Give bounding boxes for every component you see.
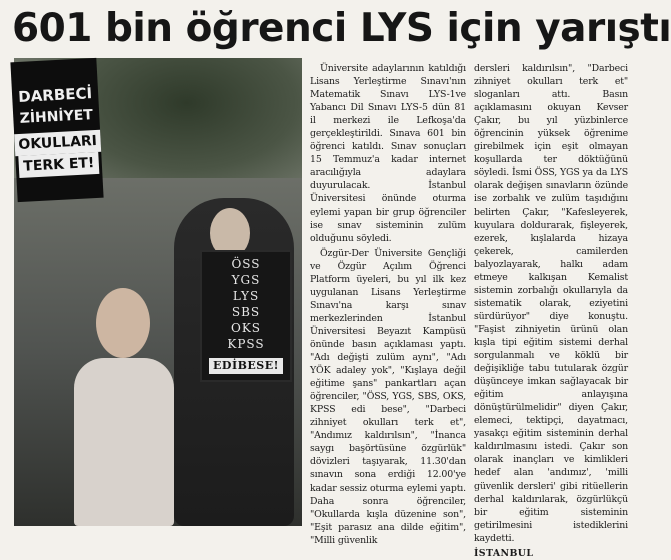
article-column-1 [310,62,466,549]
sign-left-line3: OKULLARI [14,130,102,156]
article-column-2 [474,62,628,560]
protest-sign-left [10,58,103,202]
sign-right-acronym: YGS [231,273,261,287]
sign-right-acronym: SBS [231,305,261,319]
sign-left-line1: DARBECİ [17,84,93,106]
photo-child-figure [74,358,174,526]
sign-right-acronym: LYS [232,289,260,303]
sign-right-acronym: ÖSS [231,257,261,271]
sign-right-acronym: KPSS [227,337,265,351]
photo-child-face [96,288,150,358]
paragraph: Özgür-Der Üniversite Gençliği ve Özgür Açılım Öğrenci Platform üyeleri, bu yıl ilk kez uygulanan Lisans Yerleştirme Sınavı'na karşı sınav merkezlerinden İstanbul Üniversitesi Beyazıt Kampüsü önünde basın açıklaması yaptı. "Adı değişti zulüm aynı", "Adı YÖK adaley yok", "Kışlaya değil eğitime şans" pankartları açan öğrenciler, "ÖSS, YGS, SBS, OKS, KPSS edi bese", "Darbeci zihniyet okulları terk et", "Andımız kaldırılsın", "İnanca saygı başörtüsüne özgürlük" dövizleri taşıyarak, 11.30'dan sınavın sona erdiği 12.00'ye kadar sessiz oturma eylemi yaptı. Daha sonra öğrenciler, "Okullarda kışla düzenine son", "Eşit parasız ana dilde eğitim", "Milli güvenlik [310,247,466,546]
article-byline: İSTANBUL [474,547,534,559]
sign-right-acronym: OKS [230,321,262,335]
paragraph: Üniversite adaylarının katıldığı Lisans Yerleştirme Sınavı'nın Matematik Sınavı LYS-1ve Yabancı Dil Sınavı LYS-5 dün 81 il merkezi ile Lefkoşa'da gerçekleştirildi. Sınava 601 bin öğrenci katıldı. Sınav sonuçları 15 Temmuz'a kadar internet aracılığıyla adaylara duyurulacak. İstanbul Üniversitesi önünde oturma eylemi yapan bir grup öğrenciler ise sınav sisteminin zulüm olduğunu söyledi. [310,63,466,244]
paragraph: dersleri kaldırılsın", "Darbeci zihniyet okulları terk et" sloganları attı. Basın açıklamasını okuyan Kevser Çakır, bu yıl yüzbinlerce öğrencinin yüksek öğrenime girebilmek için eşit olmayan koşullarda ter döktüğünü söyledi. İsmi ÖSS, YGS ya da LYS olarak değişen sınavların özünde ise zorbalık ve zulüm taşıdığını belirten Çakır, "Kafesleyerek, kuyulara doldurarak, fişleyerek, ezerek, kışlalarda hizaya çekerek, camilerden balyozlayarak, halkı adam etmeye kalkışan Kemalist sistemin zorbalığı okullarıyla da sistematik olarak, eziyetini sürdürüyor" diye konuştu. "Faşist zihniyetin ürünü olan kışla tipi eğitim sistemi derhal sorgulanmalı ve köklü bir değişikliğe tabu tutularak özgür düşünceye imkan sağlayacak bir eğitim anlayışına dönüştürülmelidir" diyen Çakır, elemeci, tektipçi, dayatmacı, yasakçı eğitim sisteminin derhal kaldırılmasını istedi. Çakır son olarak inançları ve kimlikleri hedef alan 'andımız', 'milli güvenlik dersleri' gibi ritüellerin derhal kaldırılarak, özgürlükçü bir eğitim sisteminin getirilmesini istediklerini kaydetti. [474,63,628,544]
article-headline: 601 bin öğrenci LYS için yarıştı [12,6,671,51]
sign-left-line4: TERK ET! [19,152,99,178]
sign-right-slogan: EDİBESE! [209,358,283,374]
protest-sign-right [200,250,292,382]
sign-left-line2: ZİHNİYET [19,107,94,127]
